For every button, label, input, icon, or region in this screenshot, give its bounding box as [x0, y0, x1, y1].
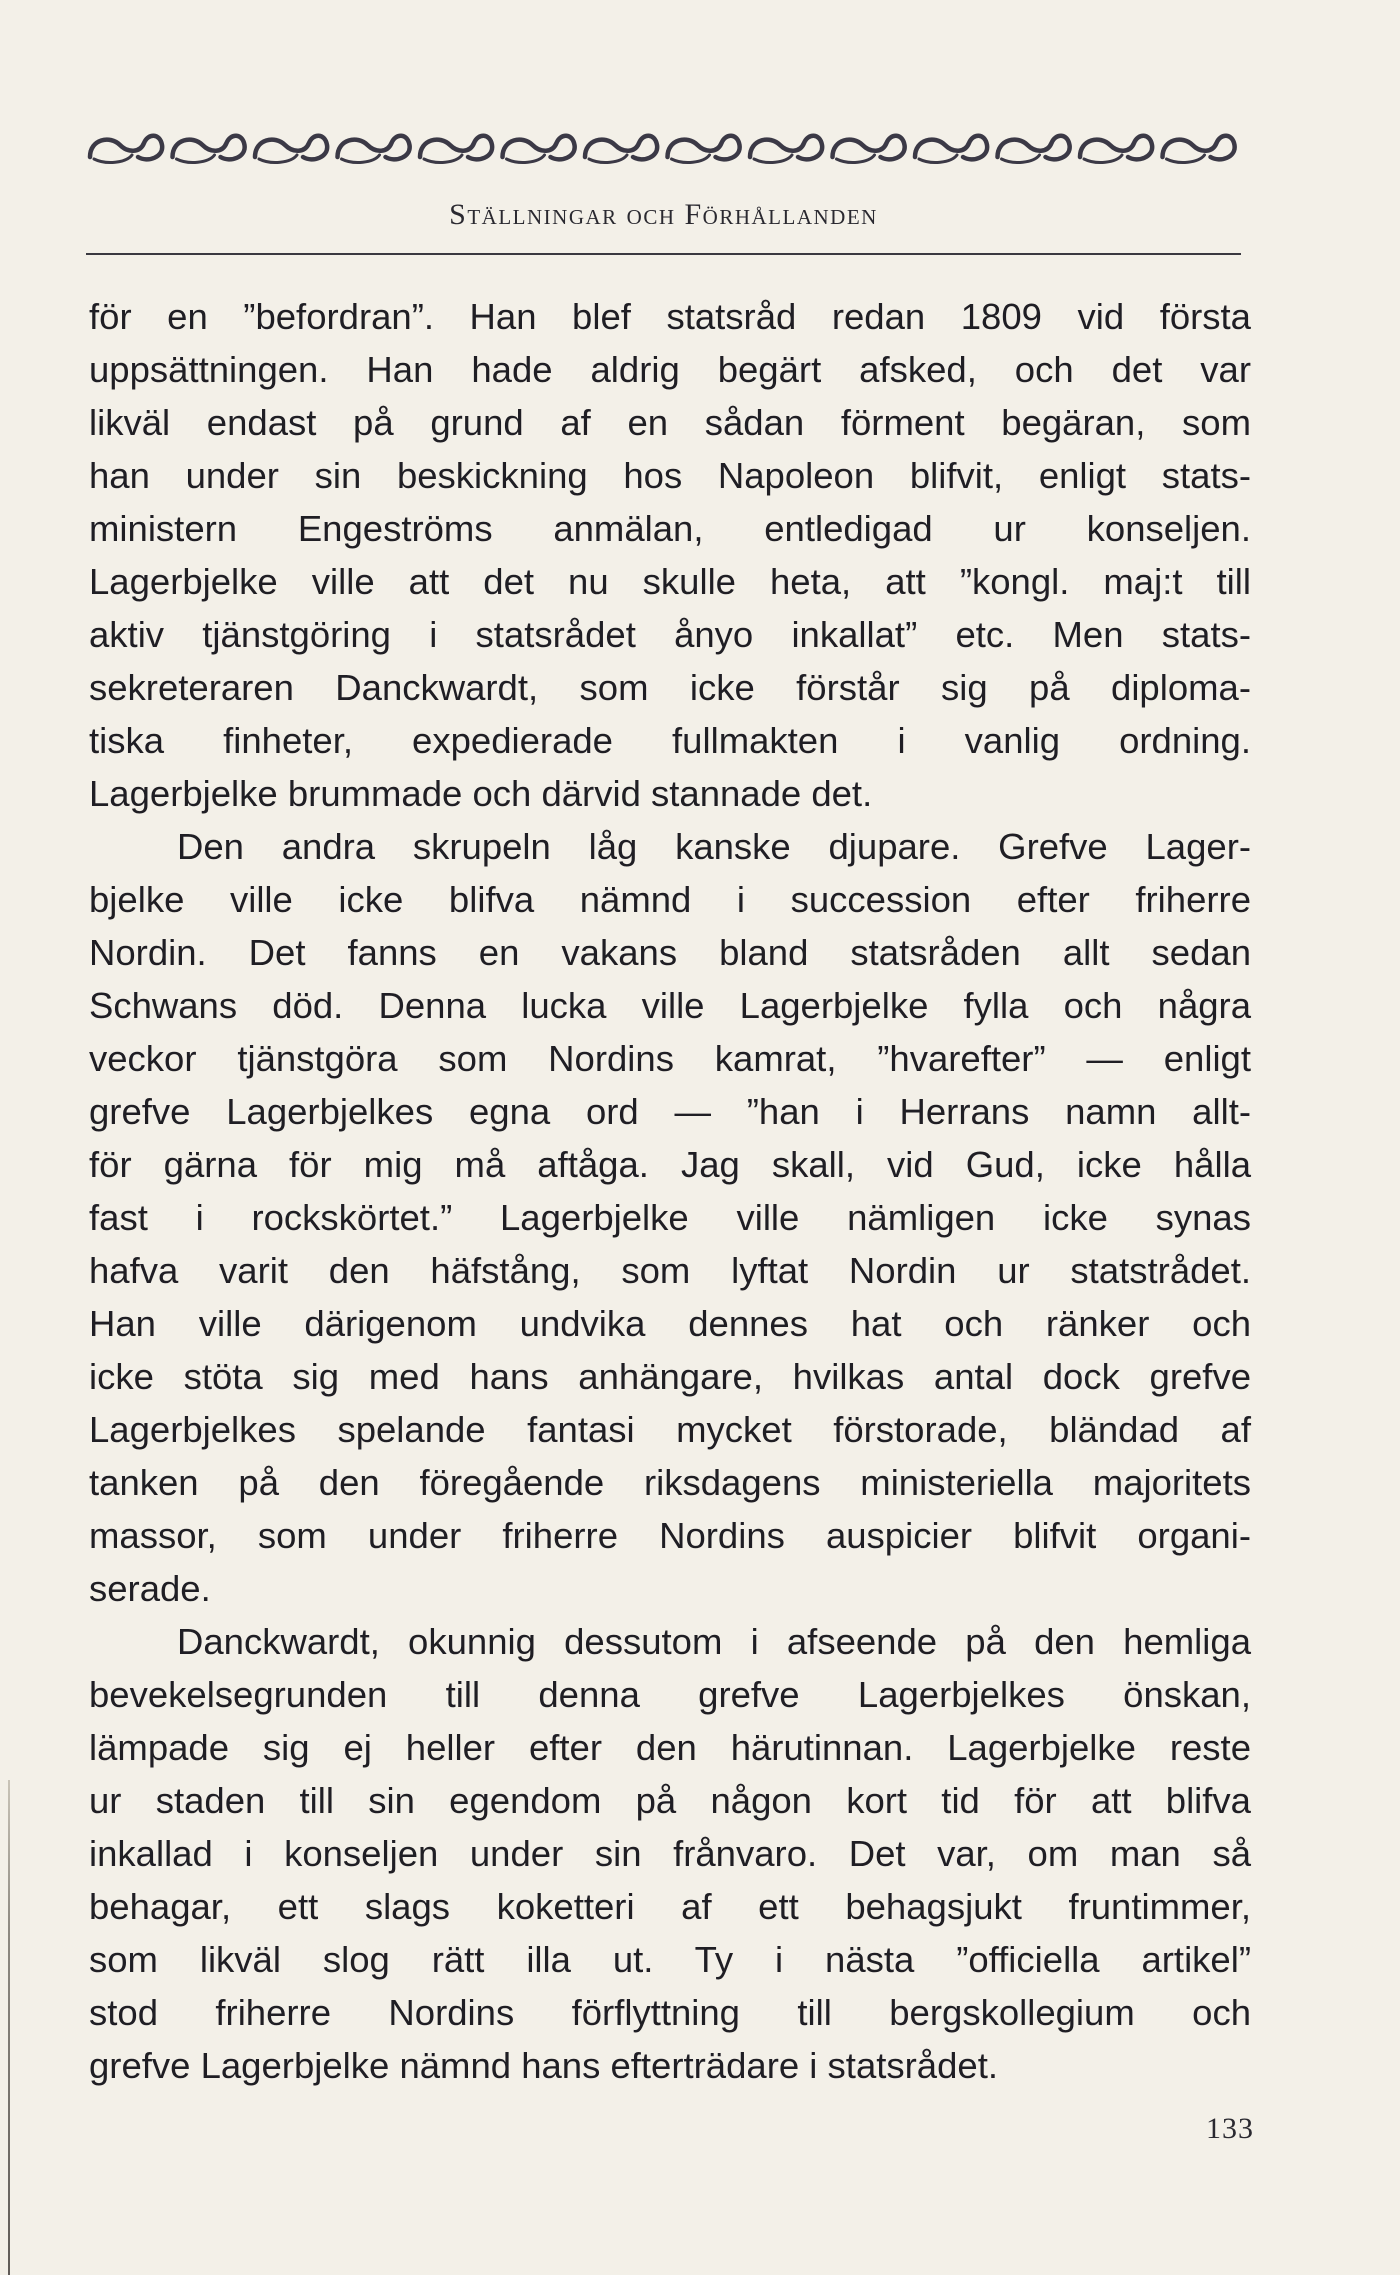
ornament-scroll [420, 136, 492, 163]
text-line: Han ville därigenom undvika dennes hat och ränker och [89, 1303, 1251, 1344]
text-line: grefve Lagerbjelkes egna ord — ”han i Herrans namn allt- [89, 1091, 1251, 1132]
page-edge-shadow [8, 1780, 10, 2275]
ornament-scroll [338, 136, 410, 163]
ornament-scroll [833, 136, 905, 163]
text-line: massor, som under friherre Nordins auspicier blifvit organi- [89, 1515, 1251, 1556]
text-line: lämpade sig ej heller efter den härutinnan. Lagerbjelke reste [89, 1727, 1251, 1768]
ornament-scroll [1163, 136, 1235, 163]
text-line: veckor tjänstgöra som Nordins kamrat, ”hvarefter” — enligt [89, 1038, 1251, 1079]
text-line: grefve Lagerbjelke nämnd hans efterträdare i statsrådet. [89, 2045, 998, 2086]
text-line: serade. [89, 1568, 211, 1609]
text-line: Nordin. Det fanns en vakans bland statsråden allt sedan [89, 932, 1251, 973]
text-line: uppsättningen. Han hade aldrig begärt afsked, och det var [89, 349, 1251, 390]
running-head: Ställningar och Förhållanden [449, 198, 878, 231]
text-line: för gärna för mig må aftåga. Jag skall, vid Gud, icke hålla [89, 1144, 1251, 1185]
text-line: tanken på den föregående riksdagens ministeriella majoritets [89, 1462, 1251, 1503]
text-line: bjelke ville icke blifva nämnd i succession efter friherre [89, 879, 1251, 920]
ornament-scroll [1080, 136, 1152, 163]
text-line: Schwans död. Denna lucka ville Lagerbjelke fylla och några [89, 985, 1251, 1026]
ornament-scroll [750, 136, 822, 163]
ornament-scroll [503, 136, 575, 163]
ornament-scroll [998, 136, 1070, 163]
text-line: tiska finheter, expedierade fullmakten i vanlig ordning. [89, 720, 1251, 761]
text-line: ur staden till sin egendom på någon kort tid för att blifva [89, 1780, 1251, 1821]
ornament-scroll [915, 136, 987, 163]
text-line: fast i rockskörtet.” Lagerbjelke ville nämligen icke synas [89, 1197, 1251, 1238]
text-line: bevekelsegrunden till denna grefve Lagerbjelkes önskan, [89, 1674, 1251, 1715]
ornament-scroll [90, 136, 162, 163]
text-line: hafva varit den häfstång, som lyftat Nordin ur statstrådet. [89, 1250, 1251, 1291]
text-line: han under sin beskickning hos Napoleon blifvit, enligt stats- [89, 455, 1251, 496]
text-line: aktiv tjänstgöring i statsrådet ånyo inkallat” etc. Men stats- [89, 614, 1251, 655]
text-line: stod friherre Nordins förflyttning till bergskollegium och [89, 1992, 1251, 2033]
text-line: icke stöta sig med hans anhängare, hvilkas antal dock grefve [89, 1356, 1251, 1397]
text-line: Lagerbjelke ville att det nu skulle heta, att ”kongl. maj:t till [89, 561, 1251, 602]
ornament-scroll [585, 136, 657, 163]
text-line: likväl endast på grund af en sådan förment begäran, som [89, 402, 1251, 443]
text-line: ministern Engeströms anmälan, entledigad ur konseljen. [89, 508, 1251, 549]
ornament-scroll [668, 136, 740, 163]
text-line: Lagerbjelke brummade och därvid stannade det. [89, 773, 873, 814]
text-line: Danckwardt, okunnig dessutom i afseende på den hemliga [177, 1621, 1251, 1662]
text-line: som likväl slog rätt illa ut. Ty i nästa ”officiella artikel” [89, 1939, 1251, 1980]
text-line: Lagerbjelkes spelande fantasi mycket förstorade, bländad af [89, 1409, 1251, 1450]
text-line: behagar, ett slags koketteri af ett behagsjukt fruntimmer, [89, 1886, 1251, 1927]
header-rule [86, 253, 1241, 255]
page-number: 133 [1206, 2112, 1254, 2145]
wave-scroll-ornament [86, 127, 1241, 169]
text-line: för en ”befordran”. Han blef statsråd redan 1809 vid första [89, 296, 1251, 337]
body-text [89, 290, 1251, 2092]
ornament-scroll [173, 136, 245, 163]
text-line: inkallad i konseljen under sin frånvaro. Det var, om man så [89, 1833, 1251, 1874]
text-line: sekreteraren Danckwardt, som icke förstår sig på diploma- [89, 667, 1251, 708]
text-line: Den andra skrupeln låg kanske djupare. Grefve Lager- [177, 826, 1251, 867]
ornament-scroll [255, 136, 327, 163]
